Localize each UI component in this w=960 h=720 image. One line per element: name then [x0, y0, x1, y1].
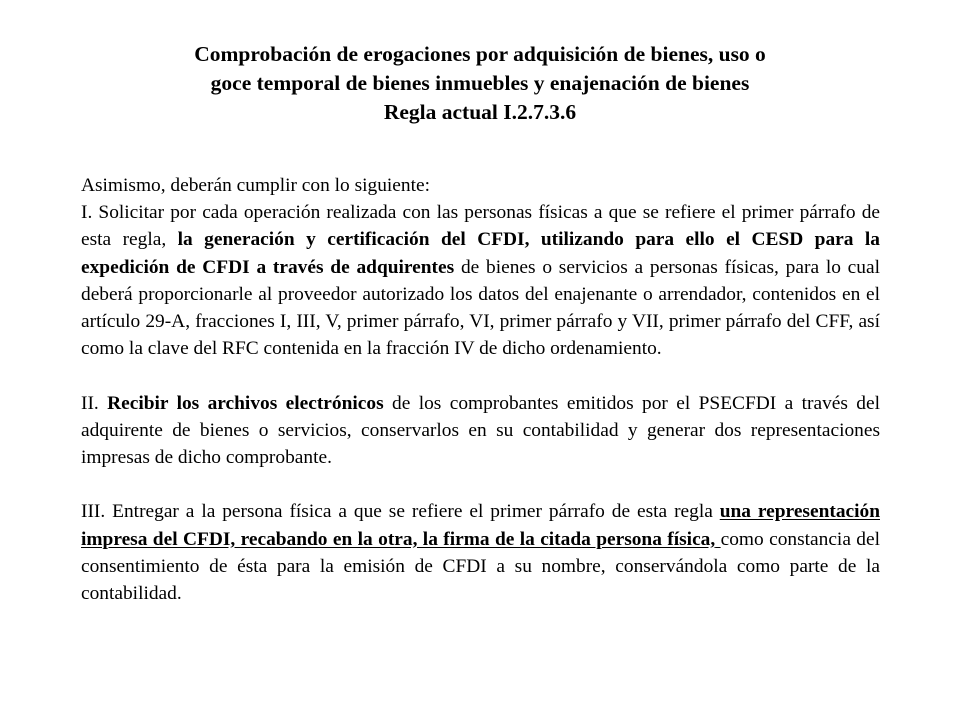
fraction-iii-bold-underlined-text: una representación impresa del CFDI, recabando en la otra, la firma de la citada persona física, — [81, 501, 880, 550]
page-title — [80, 40, 880, 127]
title-line-2: goce temporal de bienes inmuebles y enajenación de bienes — [210, 71, 750, 95]
fraction-i-bold-text: la generación y certificación del CFDI, utilizando para ello el CESD para la expedición de CFDI a través de adquirentes — [81, 229, 880, 278]
paragraph-fraction-i — [81, 199, 880, 362]
fraction-i-text-start: I. Solicitar por cada operación realizada con las personas físicas a que se refiere el primer párrafo de esta regla, — [81, 202, 880, 251]
paragraph-fraction-ii — [81, 390, 880, 472]
fraction-ii-text-start: II. — [81, 392, 108, 414]
document-body — [81, 172, 880, 607]
paragraph-spacer — [81, 471, 880, 498]
intro-text: Asimismo, deberán cumplir con lo siguiente: — [81, 175, 430, 196]
fraction-ii-bold-text: Recibir los archivos electrónicos — [107, 392, 384, 414]
paragraph-fraction-iii — [81, 498, 880, 607]
fraction-iii-text-start: III. Entregar a la persona física a que se refiere el primer párrafo de esta regla — [81, 501, 720, 523]
title-line-3: Regla actual I.2.7.3.6 — [383, 100, 577, 124]
title-line-1: Comprobación de erogaciones por adquisición de bienes, uso o — [194, 42, 766, 66]
paragraph-spacer — [81, 362, 880, 389]
fraction-i-text-end: de bienes o servicios a personas físicas, para lo cual deberá proporcionarle al proveedor autorizado los datos del enajenante o arrendador, contenidos en el artículo 29-A, fracciones I, III, V, primer párrafo, VI, primer párrafo y VII, primer párrafo del CFF, así como la clave del RFC contenida en la fracción IV de dicho ordenamiento. — [81, 256, 880, 360]
fraction-iii-text-end: como constancia del consentimiento de ésta para la emisión de CFDI a su nombre, conservándola como parte de la contabilidad. — [81, 528, 880, 605]
fraction-ii-text-end: de los comprobantes emitidos por el PSECFDI a través del adquirente de bienes o servicios, conservarlos en su contabilidad y generar dos representaciones impresas de dicho comprobante. — [81, 392, 880, 469]
